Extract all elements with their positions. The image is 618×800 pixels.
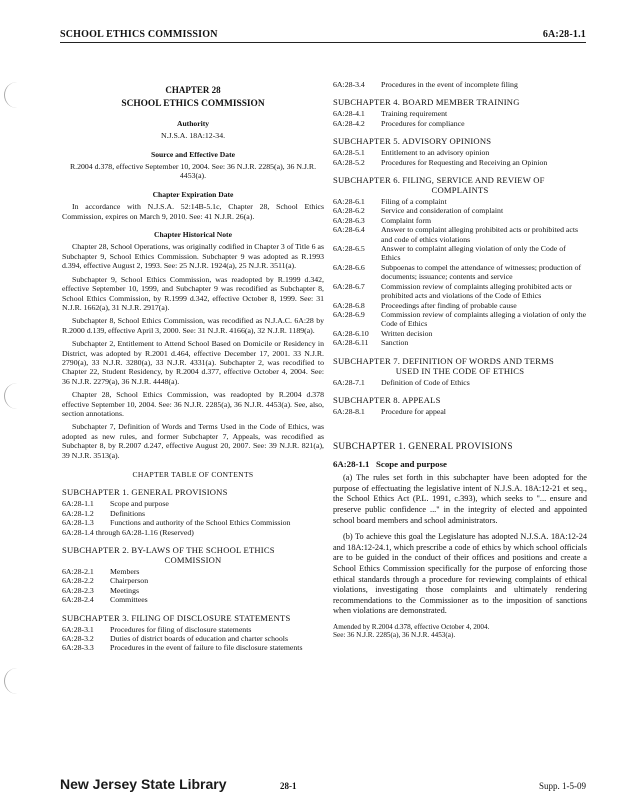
expiration-text: In accordance with N.J.S.A. 52:14B-5.1c, Chapter 28, School Ethics Commission, expires on March 9, 2010. See: 41 N.J.R. 26(a). [62, 202, 324, 221]
right-column [333, 80, 587, 640]
toc-entry-title: Answer to complaint alleging violation of only the Code of Ethics [381, 244, 566, 263]
rule-paragraph-b: (b) To achieve this goal the Legislature has adopted N.J.S.A. 18A:12-24 and 18A:12-24.1, which prescribe a code of ethics by which school officials are to be guided in the conduct of their offices and positions and create a School Ethics Commission specifically for the purpose of enforcing those ethical standards through a procedure for reviewing complaints of ethical violations, investigating those complaints and ultimately rendering recommendations to the Commissioner as to the imposition of sanctions when violations are demonstrated. [333, 532, 587, 616]
toc-heading: CHAPTER TABLE OF CONTENTS [132, 470, 254, 479]
toc-entry-title: Procedures for Requesting and Receiving an Opinion [381, 157, 548, 167]
header-section: 6A:28-1.1 [542, 29, 586, 40]
toc-entry [62, 643, 324, 652]
toc-entry [333, 301, 587, 310]
toc-entry [333, 310, 587, 329]
toc-entry [333, 148, 587, 157]
toc-list [333, 148, 587, 167]
toc-entry-title: Procedures for compliance [381, 118, 465, 128]
toc-entry [62, 509, 324, 518]
toc-subchapter-title-line: COMPLAINTS [431, 185, 489, 196]
toc-subchapter-title [333, 356, 587, 376]
toc-entry-number: 6A:28-1.1 [62, 499, 94, 509]
toc-entry-number: 6A:28-6.11 [333, 338, 369, 348]
running-header [60, 29, 586, 43]
toc-entry-title: Procedures in the event of incomplete filing [381, 80, 518, 89]
toc-entry-title: Training requirement [381, 109, 448, 119]
toc-list [333, 378, 587, 387]
toc-entry [333, 378, 587, 387]
toc-entry-number: 6A:28-1.3 [62, 518, 94, 528]
authority-heading: Authority [176, 118, 210, 128]
toc-entry [333, 407, 587, 416]
amendment-line: Amended by R.2004 d.378, effective October 4, 2004. [333, 622, 490, 631]
toc-entry-number: 6A:28-5.1 [333, 148, 365, 158]
toc-entry-number: 6A:28-6.6 [333, 262, 365, 272]
toc-subchapter-title: SUBCHAPTER 4. BOARD MEMBER TRAINING [333, 97, 520, 108]
toc-subchapter-title [62, 545, 324, 565]
section-title: Scope and purpose [376, 458, 447, 469]
history-heading: Chapter Historical Note [154, 230, 232, 240]
toc-entry-title: Definition of Code of Ethics [381, 377, 470, 387]
history-paragraph: Subchapter 9, School Ethics Commission, was readopted by R.1999 d.342, effective September 10, 1999, and Subchapter 9 was recodified as Subchapter 8, School Ethics Commission, by R.1999 d.342, effective October 8, 1999. See: 31 N.J.R. 1662(a), 31 N.J.R. 2917(a). [62, 274, 324, 312]
toc-entry-number: 6A:28-6.2 [333, 206, 365, 216]
toc-subchapter-title: SUBCHAPTER 8. APPEALS [333, 394, 441, 405]
toc-entry-number: 6A:28-6.10 [333, 328, 369, 338]
toc-entry [62, 576, 324, 585]
toc-list [333, 80, 587, 89]
toc-entry [333, 282, 587, 301]
toc-entry-title: Procedures for filing of disclosure statements [110, 624, 252, 634]
toc-subchapter-title-line: SUBCHAPTER 7. DEFINITION OF WORDS AND TERMS [333, 355, 555, 366]
toc-entry-title: Proceedings after finding of probable cause [381, 300, 517, 310]
toc-entry-number: 6A:28-8.1 [333, 406, 365, 416]
toc-list [333, 407, 587, 416]
toc-entry-number: 6A:28-6.1 [333, 197, 365, 207]
toc-entry [62, 634, 324, 643]
punch-hole-mark [4, 82, 23, 108]
toc-entry-title: Complaint form [381, 215, 432, 225]
toc-entry-title: (Reserved) [159, 527, 194, 537]
toc-entry-number: 6A:28-1.2 [62, 508, 94, 518]
toc-entry-number: 6A:28-5.2 [333, 157, 365, 167]
page-footer [60, 776, 586, 792]
toc-entry-number: 6A:28-4.1 [333, 109, 365, 119]
toc-entry [62, 625, 324, 634]
toc-entry [62, 567, 324, 576]
toc-entry-title: Functions and authority of the School Ethics Commission [110, 518, 291, 528]
toc-subchapter-title-line: USED IN THE CODE OF ETHICS [395, 365, 525, 376]
toc-entry-title: Entitlement to an advisory opinion [381, 148, 490, 158]
toc-entry-number: 6A:28-1.4 through 6A:28-1.16 [62, 527, 158, 537]
amendment-line: See: 36 N.J.R. 2285(a), 36 N.J.R. 4453(a). [333, 631, 456, 640]
toc-entry-title: Procedure for appeal [381, 406, 446, 416]
toc-entry-title: Members [110, 567, 140, 577]
source-text: R.2004 d.378, effective September 10, 2004. See: 36 N.J.R. 2285(a), 36 N.J.R. 4453(a). [69, 162, 317, 181]
toc-subchapter-title-line: SUBCHAPTER 6. FILING, SERVICE AND REVIEW OF [333, 175, 545, 186]
rule-paragraph-a: (a) The rules set forth in this subchapter have been adopted for the purpose of effectuating the legislative intent of N.J.S.A. 18A:12-21 et seq., the School Ethics Act (P.L. 1991, c.393), which seeks to "... ensure and preserve public confidence ..." in the integrity of elected and appointed school board members and school administrators. [333, 473, 587, 525]
supplement-date: Supp. 1-5-09 [539, 781, 586, 791]
toc-subchapter-title [333, 175, 587, 195]
toc-entry-title: Meetings [110, 585, 140, 595]
toc-entry-title: Scope and purpose [110, 499, 169, 509]
toc-entry-number: 6A:28-4.2 [333, 118, 365, 128]
toc-entry [333, 216, 587, 225]
toc-entry [333, 338, 587, 347]
toc-entry-number: 6A:28-3.3 [62, 643, 94, 653]
toc-entry-title: Sanction [381, 338, 409, 348]
toc-entry-number: 6A:28-3.1 [62, 624, 94, 634]
toc-list [62, 625, 324, 653]
toc-entry [333, 244, 587, 263]
toc-entry-number: 6A:28-6.7 [333, 281, 365, 291]
history-paragraph: Subchapter 7, Definition of Words and Terms Used in the Code of Ethics, was adopted as new rules, and former Subchapter 7, Appeals, was recodified as Subchapter 8, by R.2007 d.247, effective August 20, 2007. See: 39 N.J.R. 821(a), 39 N.J.R. 3513(a). [62, 422, 324, 460]
toc-entry [333, 206, 587, 215]
toc-subchapter-title-line: COMMISSION [164, 555, 222, 566]
history-paragraph: Subchapter 2, Entitlement to Attend School Based on Domicile or Residency in District, was adopted by R.2001 d.464, effective December 17, 2001. 33 N.J.R. 2790(a), 33 N.J.R. 3280(a), 33 N.J.R. 4331(a). Subchapter 2, was recodified to Chapter 22, Student Residency, by R.2004 d.377, effective October 4, 2004. See: 36 N.J.R. 2279(a), 36 N.J.R. 4448(a). [62, 339, 324, 386]
punch-hole-mark [4, 668, 23, 694]
toc-entry [62, 499, 324, 508]
toc-entry-title: Commission review of complaints alleging prohibited acts or prohibited acts and violations of the Code of Ethics [381, 281, 572, 301]
toc-entry [333, 329, 587, 338]
section-heading [333, 460, 587, 469]
toc-subchapter-title-line: SUBCHAPTER 2. BY-LAWS OF THE SCHOOL ETHICS [62, 545, 275, 556]
header-title: SCHOOL ETHICS COMMISSION [60, 29, 218, 40]
punch-hole-mark [4, 383, 23, 409]
toc-entry-title: Duties of district boards of education and charter schools [110, 634, 288, 644]
toc-entry-number: 6A:28-2.2 [62, 576, 94, 586]
toc-entry [333, 263, 587, 282]
source-heading: Source and Effective Date [150, 149, 235, 159]
authority-text: N.J.S.A. 18A:12-34. [160, 131, 226, 141]
library-stamp: New Jersey State Library [60, 776, 227, 792]
left-column [62, 80, 324, 653]
toc-entry-title: Filing of a complaint [381, 197, 447, 207]
section-number: 6A:28-1.1 [333, 458, 370, 469]
chapter-number: CHAPTER 28 [165, 85, 221, 95]
toc-entry-title: Chairperson [110, 576, 149, 586]
toc-list [62, 567, 324, 605]
toc-entry-number: 6A:28-7.1 [333, 377, 365, 387]
history-paragraph: Chapter 28, School Operations, was originally codified in Chapter 3 of Title 6 as Subchapter 9, School Ethics Commission. Subchapter 9 was adopted as R.1993 d.394, effective August 2, 1993. See: 25 N.J.R. 1924(a), 25 N.J.R. 3511(a). [62, 242, 324, 271]
toc-entry [333, 119, 587, 128]
toc-entry-title: Commission review of complaints alleging a violation of only the Code of Ethics [381, 309, 587, 329]
toc-entry-title: Written decision [381, 328, 433, 338]
toc-subchapter-title: SUBCHAPTER 3. FILING OF DISCLOSURE STATEMENTS [62, 612, 291, 623]
toc-entry [333, 80, 587, 89]
toc-entry [62, 595, 324, 604]
toc-entry [333, 158, 587, 167]
toc-entry [62, 528, 324, 537]
toc-entry-title: Committees [110, 595, 148, 605]
toc-entry-title: Definitions [110, 508, 146, 518]
amendment-note [333, 623, 587, 640]
toc-entry [62, 586, 324, 595]
subchapter-heading: SUBCHAPTER 1. GENERAL PROVISIONS [333, 441, 513, 452]
toc-entry-number: 6A:28-6.4 [333, 225, 365, 235]
history-paragraph: Chapter 28, School Ethics Commission, was readopted by R.2004 d.378 effective September 10, 2004. See: 36 N.J.R. 2285(a), 36 N.J.R. 4453(a). See, also, section annotations. [62, 390, 324, 418]
toc-entry [333, 197, 587, 206]
history-paragraph: Subchapter 8, School Ethics Commission, was recodified as N.J.A.C. 6A:28 by R.2000 d.139, effective April 3, 2000. See: 31 N.J.R. 4166(a), 32 N.J.R. 1189(a). [62, 316, 324, 335]
toc-entry-title: Procedures in the event of failure to file disclosure statements [110, 643, 303, 653]
toc-list [333, 109, 587, 128]
toc-list [62, 499, 324, 537]
toc-entry-number: 6A:28-2.3 [62, 585, 94, 595]
toc-entry-number: 6A:28-3.2 [62, 634, 94, 644]
toc-entry [62, 518, 324, 527]
chapter-title: SCHOOL ETHICS COMMISSION [121, 99, 265, 110]
toc-entry-number: 6A:28-6.9 [333, 309, 365, 319]
page-number: 28-1 [280, 781, 297, 791]
toc-entry-title: Answer to complaint alleging prohibited acts or prohibited acts and code of ethics violations [381, 225, 579, 244]
toc-entry-title: Subpoenas to compel the attendance of witnesses; production of documents; issuance; contents and service [381, 262, 582, 282]
toc-list [333, 197, 587, 348]
toc-entry [333, 109, 587, 118]
toc-subchapter-title: SUBCHAPTER 1. GENERAL PROVISIONS [62, 487, 228, 498]
toc-entry-number: 6A:28-6.8 [333, 300, 365, 310]
toc-entry-title: Service and consideration of complaint [381, 206, 504, 216]
toc-entry-number: 6A:28-6.5 [333, 244, 365, 254]
toc-entry-number: 6A:28-6.3 [333, 215, 365, 225]
toc-entry [333, 225, 587, 244]
toc-entry-number: 6A:28-3.4 [333, 80, 365, 89]
toc-subchapter-title: SUBCHAPTER 5. ADVISORY OPINIONS [333, 136, 492, 147]
expiration-heading: Chapter Expiration Date [152, 189, 234, 199]
toc-entry-number: 6A:28-2.1 [62, 567, 94, 577]
toc-entry-number: 6A:28-2.4 [62, 595, 94, 605]
